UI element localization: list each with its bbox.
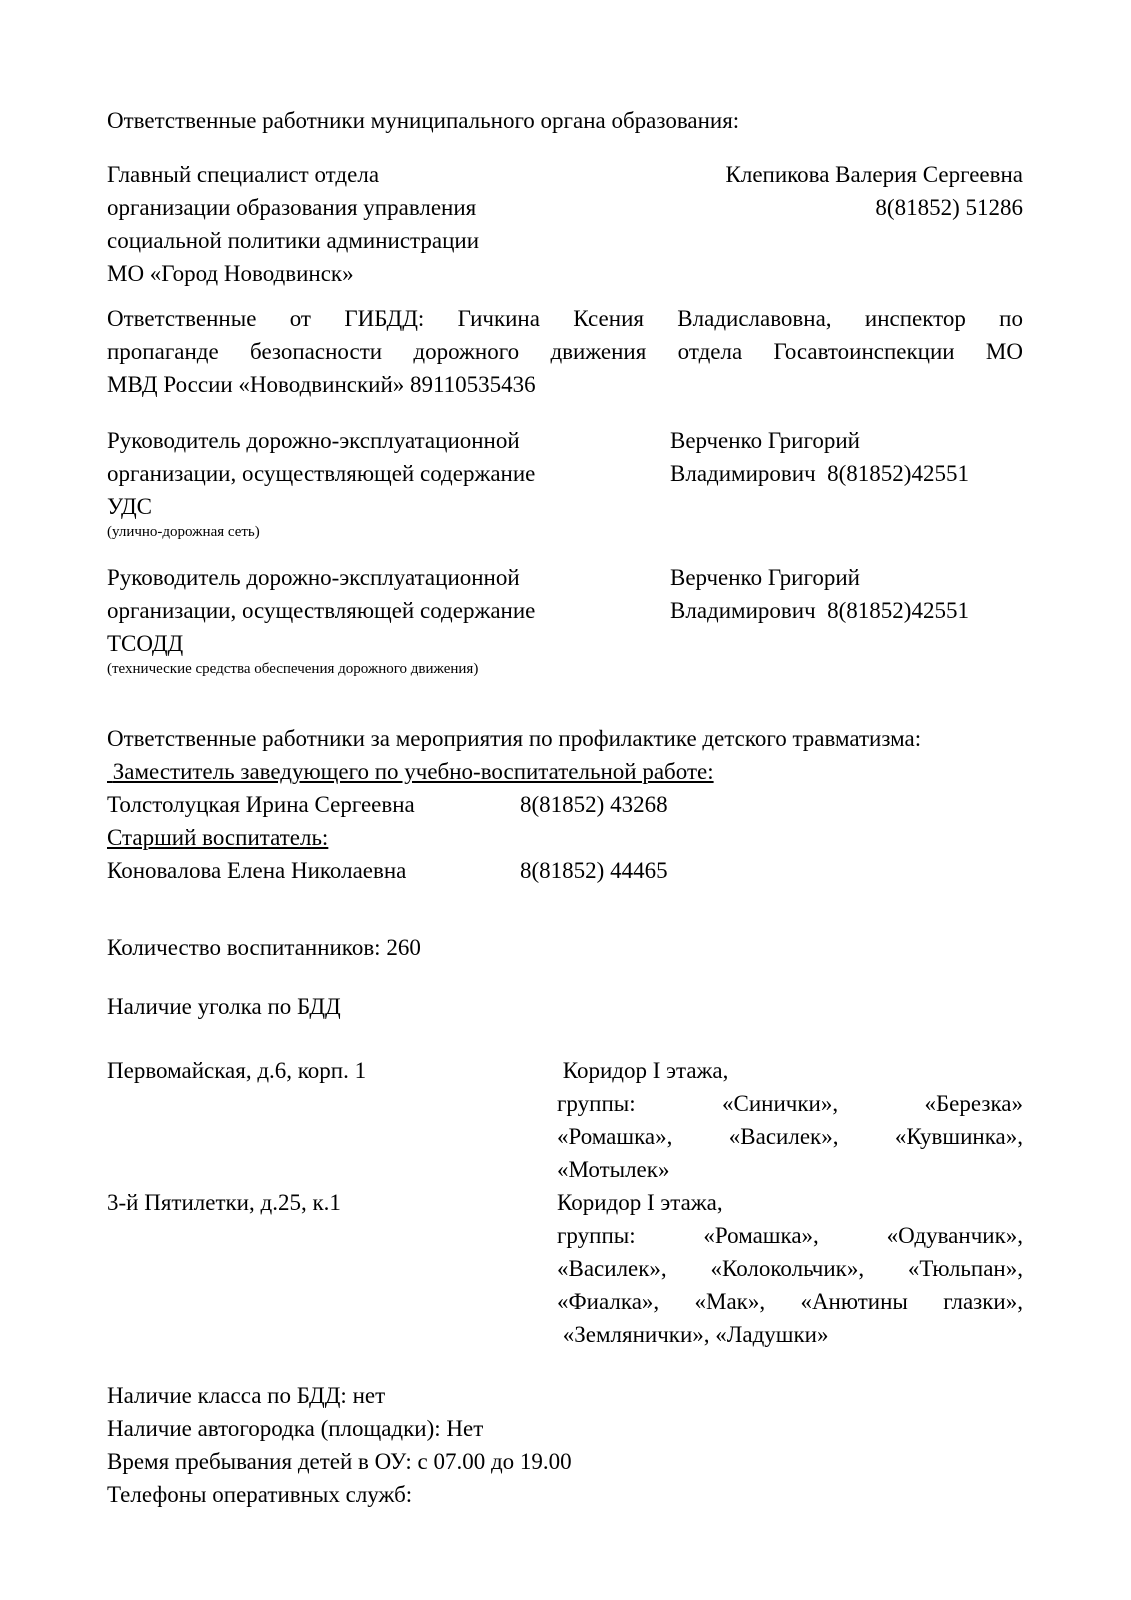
position-line: Руководитель дорожно-эксплуатационной bbox=[107, 565, 520, 590]
position-line: ТСОДД bbox=[107, 631, 184, 656]
position-line: организации образования управления bbox=[107, 195, 477, 220]
corner-line: «Ромашка», «Василек», «Кувшинка», bbox=[557, 1124, 1023, 1149]
pupils-count: Количество воспитанников: 260 bbox=[107, 935, 421, 960]
tsodd-abbreviation-note: (технические средства обеспечения дорожного движения) bbox=[107, 661, 479, 677]
person-phone: 8(81852) 51286 bbox=[875, 195, 1023, 220]
tsodd-contact bbox=[670, 561, 1023, 678]
corner-line: группы: «Синички», «Березка» bbox=[557, 1091, 1023, 1116]
location-corner-details bbox=[557, 1054, 1023, 1186]
row-municipal-specialist bbox=[107, 158, 1023, 290]
position-line: социальной политики администрации bbox=[107, 228, 480, 253]
corner-line: группы: «Ромашка», «Одуванчик», bbox=[557, 1223, 1023, 1248]
heading-trauma-prevention: Ответственные работники за мероприятия по профилактике детского травматизма: bbox=[107, 726, 922, 751]
person-name: Толстолуцкая Ирина Сергеевна bbox=[107, 792, 415, 817]
gibdd-line: МВД России «Новодвинский» 89110535436 bbox=[107, 372, 536, 397]
paragraph-gibdd bbox=[107, 302, 1023, 401]
corner-line: «Мотылек» bbox=[557, 1157, 670, 1182]
heading-municipal-org: Ответственные работники муниципального органа образования: bbox=[107, 108, 740, 133]
uds-contact bbox=[670, 424, 1023, 541]
bdd-class-availability: Наличие класса по БДД: нет bbox=[107, 1383, 386, 1408]
footer-info bbox=[107, 1379, 1023, 1511]
row-deputy-head bbox=[107, 788, 1023, 821]
uds-position bbox=[107, 424, 670, 541]
municipal-specialist-position bbox=[107, 158, 588, 290]
children-stay-time: Время пребывания детей в ОУ: с 07.00 до 19.00 bbox=[107, 1449, 572, 1474]
person-name: Коновалова Елена Николаевна bbox=[107, 858, 407, 883]
uds-abbreviation-note: (улично-дорожная сеть) bbox=[107, 524, 260, 540]
position-line: МО «Город Новодвинск» bbox=[107, 261, 354, 286]
role-senior-teacher: Старший воспитатель: bbox=[107, 825, 329, 850]
corner-line: Коридор I этажа, bbox=[557, 1190, 723, 1215]
gibdd-line: пропаганде безопасности дорожного движения отдела Госавтоинспекции МО bbox=[107, 339, 1023, 364]
corner-line: «Фиалка», «Мак», «Анютины глазки», bbox=[557, 1289, 1023, 1314]
bdd-corner-availability: Наличие уголка по БДД bbox=[107, 994, 341, 1019]
location-address: Первомайская, д.6, корп. 1 bbox=[107, 1058, 367, 1083]
emergency-services-phones-label: Телефоны оперативных служб: bbox=[107, 1482, 413, 1507]
tsodd-position bbox=[107, 561, 670, 678]
position-line: Руководитель дорожно-эксплуатационной bbox=[107, 428, 520, 453]
municipal-specialist-contact bbox=[588, 158, 1023, 290]
position-line: организации, осуществляющей содержание bbox=[107, 598, 536, 623]
corner-line: «Василек», «Колокольчик», «Тюльпан», bbox=[557, 1256, 1023, 1281]
position-line: организации, осуществляющей содержание bbox=[107, 461, 536, 486]
person-name: Верченко Григорий bbox=[670, 565, 860, 590]
corner-line: «Землянички», «Ладушки» bbox=[557, 1322, 829, 1347]
person-phone: Владимирович 8(81852)42551 bbox=[670, 461, 969, 486]
row-location-pyatiletki bbox=[107, 1186, 1023, 1351]
location-corner-details bbox=[557, 1186, 1023, 1351]
autotown-availability: Наличие автогородка (площадки): Нет bbox=[107, 1416, 484, 1441]
person-phone: Владимирович 8(81852)42551 bbox=[670, 598, 969, 623]
person-name: Клепикова Валерия Сергеевна bbox=[725, 162, 1023, 187]
row-senior-teacher bbox=[107, 854, 1023, 887]
gibdd-line: Ответственные от ГИБДД: Гичкина Ксения Владиславовна, инспектор по bbox=[107, 306, 1023, 331]
person-phone: 8(81852) 43268 bbox=[520, 792, 668, 817]
document-content bbox=[107, 104, 1023, 1511]
corner-line: Коридор I этажа, bbox=[557, 1058, 729, 1083]
position-line: УДС bbox=[107, 494, 152, 519]
position-line: Главный специалист отдела bbox=[107, 162, 380, 187]
row-tsodd-head bbox=[107, 561, 1023, 678]
person-name: Верченко Григорий bbox=[670, 428, 860, 453]
row-uds-head bbox=[107, 424, 1023, 541]
location-address: 3-й Пятилетки, д.25, к.1 bbox=[107, 1190, 341, 1215]
person-phone: 8(81852) 44465 bbox=[520, 858, 668, 883]
row-location-pervomayskaya bbox=[107, 1054, 1023, 1186]
role-deputy-head: Заместитель заведующего по учебно-воспитательной работе: bbox=[107, 759, 714, 784]
